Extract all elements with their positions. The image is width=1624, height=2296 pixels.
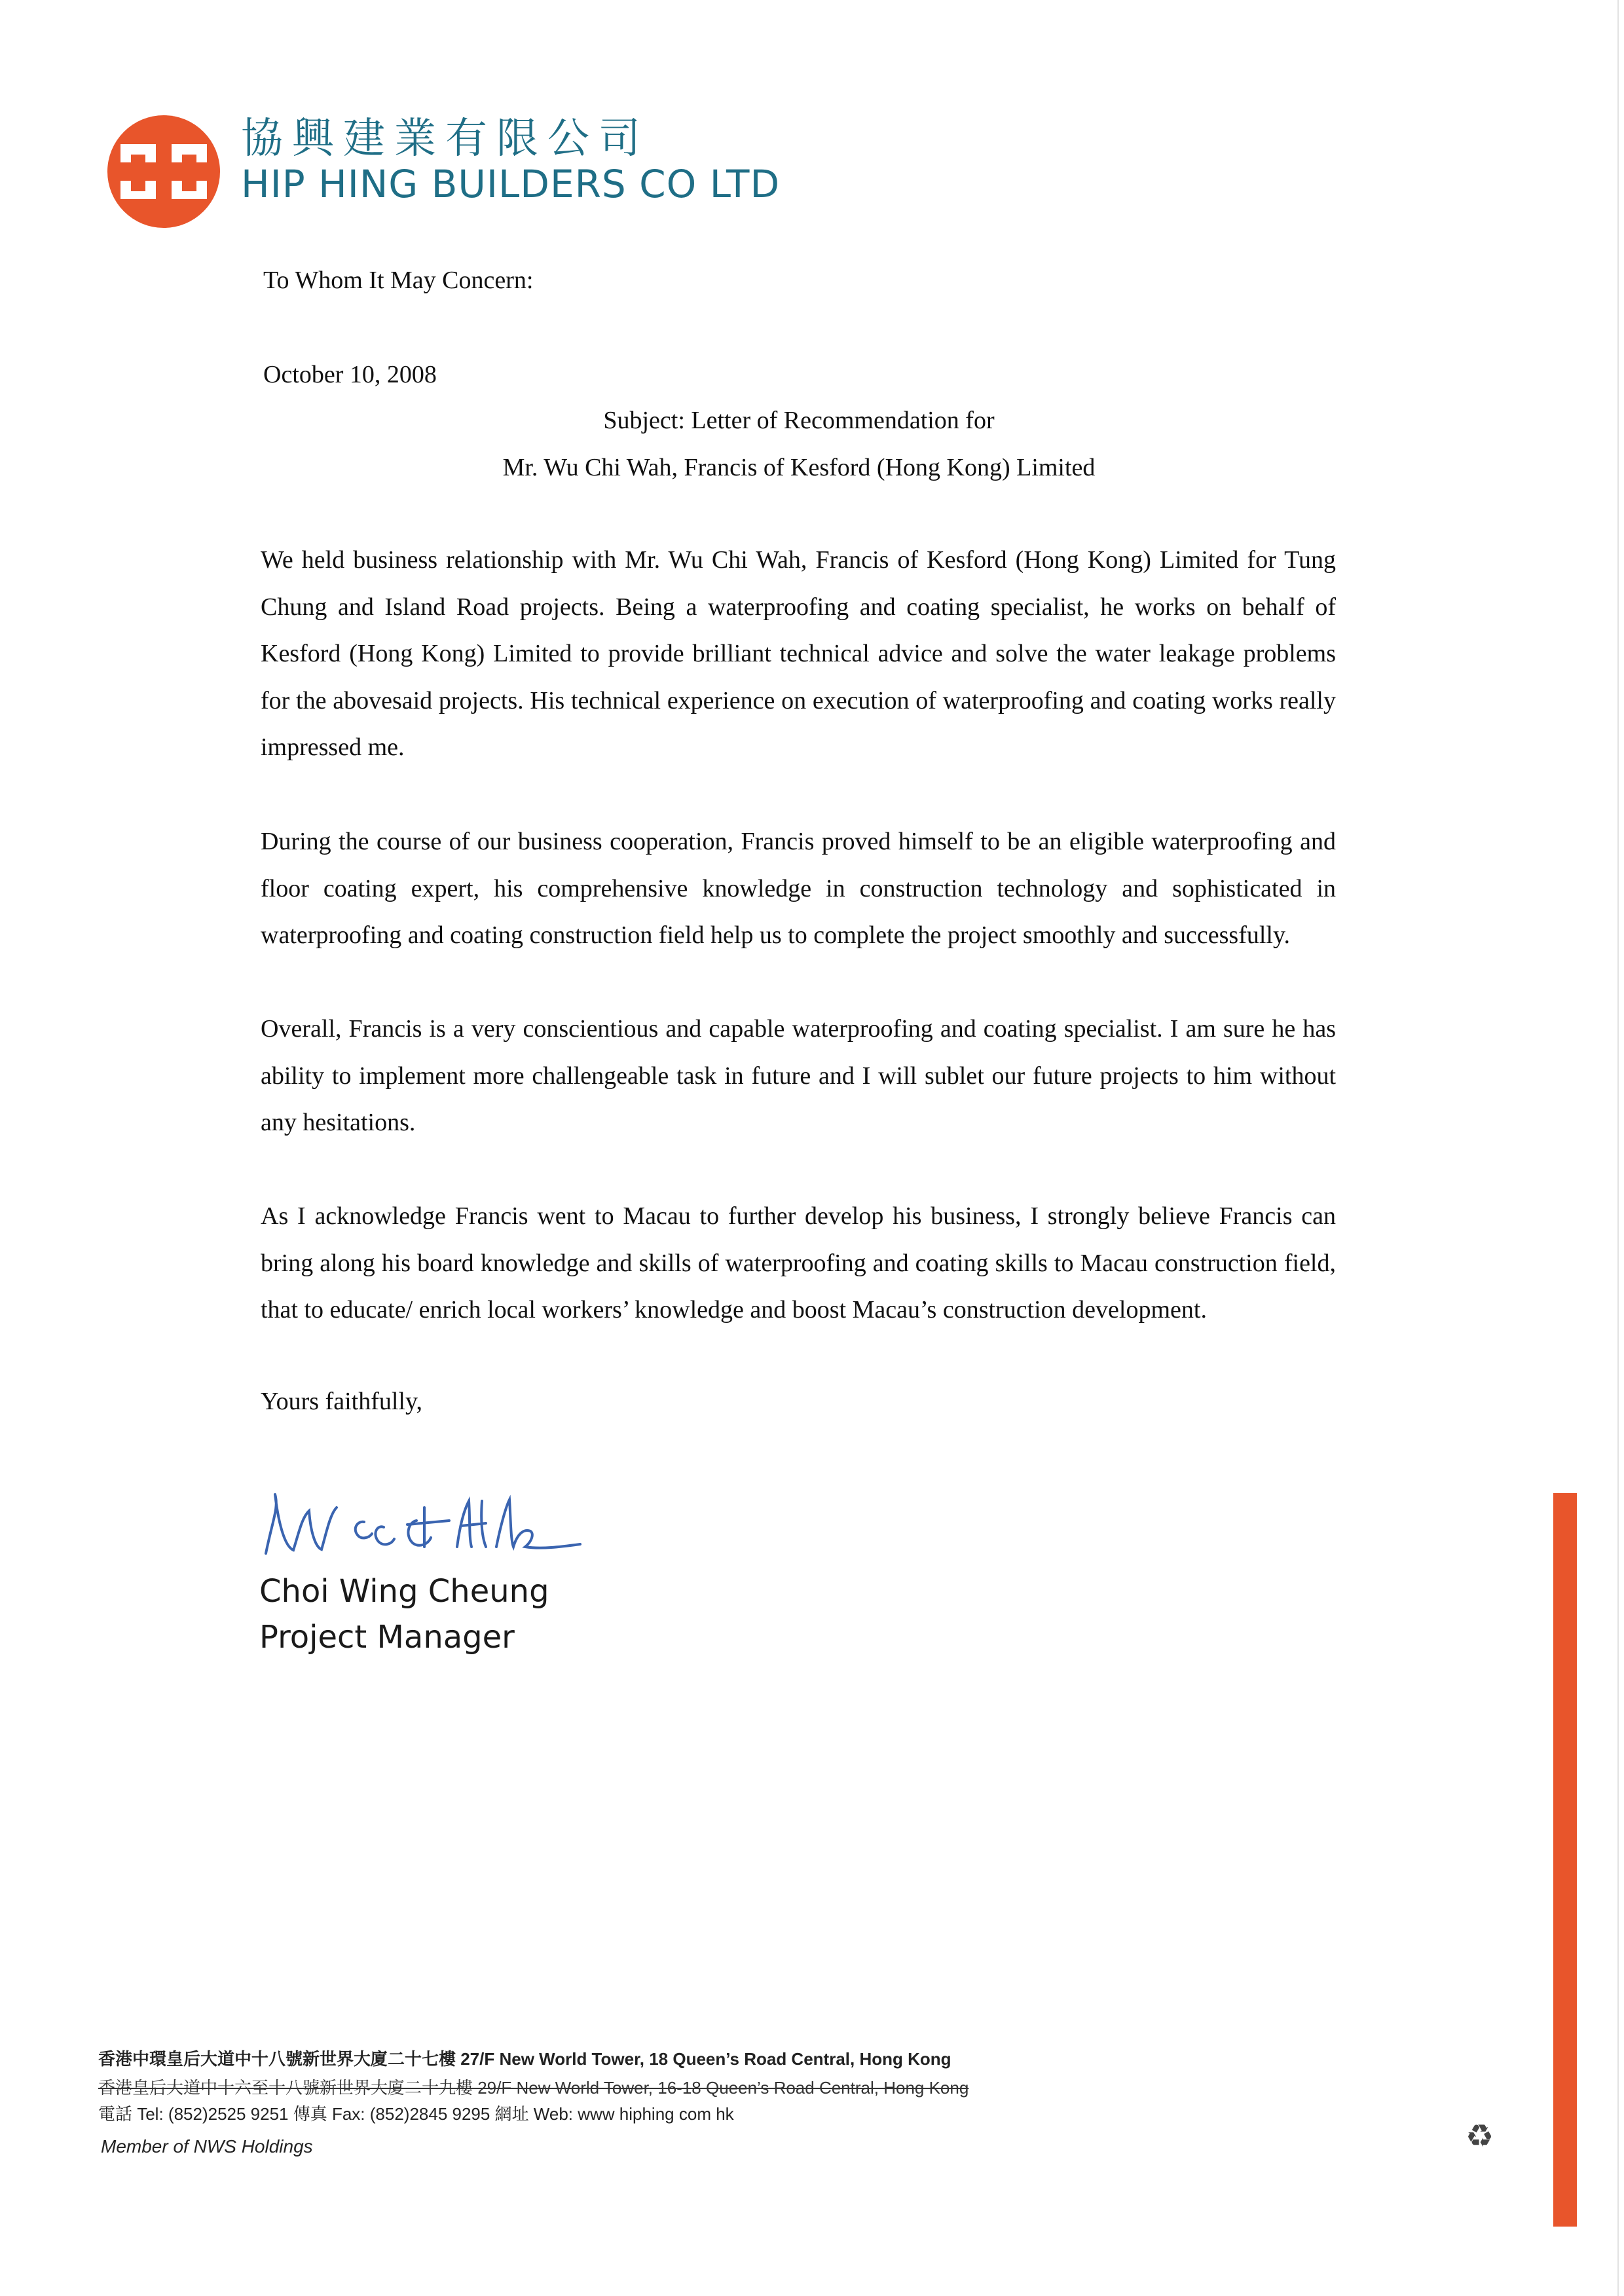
company-name-chinese: 協興建業有限公司 (241, 115, 650, 163)
hip-hing-logo-icon (105, 115, 223, 228)
handwritten-signature-icon (253, 1481, 593, 1566)
signer-name: Choi Wing Cheung (259, 1573, 549, 1610)
subject-line-2: Mr. Wu Chi Wah, Francis of Kesford (Hong Kong) Limited (502, 454, 1096, 481)
footer-address-current: 香港中環皇后大道中十八號新世界大廈二十七樓 27/F New World Tower, 18 Queen’s Road Central, Hong Kong (98, 2049, 951, 2069)
recycle-icon: ♻ (1466, 2118, 1494, 2155)
subject-line-1: Subject: Letter of Recommendation for (603, 407, 995, 434)
page-edge-line (1617, 0, 1619, 2296)
footer-address-struck: 香港皇后大道中十六至十八號新世界大廈二十九樓 29/F New World Tower, 16-18 Queen’s Road Central, Hong Kong (98, 2078, 969, 2098)
body-paragraph-3: Overall, Francis is a very conscientious and capable waterproofing and coating specialist. I am sure he has ability to implement more challengeable task in future and I will sublet our future projects to him without any hesitations. (261, 1015, 1336, 1136)
salutation: To Whom It May Concern: (263, 267, 534, 294)
signer-title: Project Manager (259, 1619, 515, 1656)
orange-accent-bar (1553, 1493, 1577, 2227)
closing: Yours faithfully, (261, 1388, 423, 1415)
body-paragraph-4: As I acknowledge Francis went to Macau to further develop his business, I strongly believe Francis can bring along his board knowledge and skills of waterproofing and coating skills to Macau construction field, that to educate/ enrich local workers’ knowledge and boost Macau’s construction development. (261, 1202, 1336, 1324)
body-paragraph-2: During the course of our business cooperation, Francis proved himself to be an eligible waterproofing and floor coating expert, his comprehensive knowledge in construction technology and sophisticated in waterproofing and coating construction field help us to complete the project smoothly and successfully. (261, 828, 1336, 949)
footer-member-note: Member of NWS Holdings (101, 2136, 313, 2157)
footer-contact: 電話 Tel: (852)2525 9251 傳真 Fax: (852)2845 9295 網址 Web: www hiphing com hk (98, 2104, 734, 2124)
body-paragraph-1: We held business relationship with Mr. Wu Chi Wah, Francis of Kesford (Hong Kong) Limited for Tung Chung and Island Road projects. Being a waterproofing and coating specialist, he works on behalf of Kesford (Hong Kong) Limited to provide brilliant technical advice and solve the water leakage problems for the abovesaid projects. His technical experience on execution of waterproofing and coating works really impressed me. (261, 546, 1336, 761)
letter-date: October 10, 2008 (263, 361, 437, 388)
company-name-english: HIP HING BUILDERS CO LTD (241, 162, 781, 206)
